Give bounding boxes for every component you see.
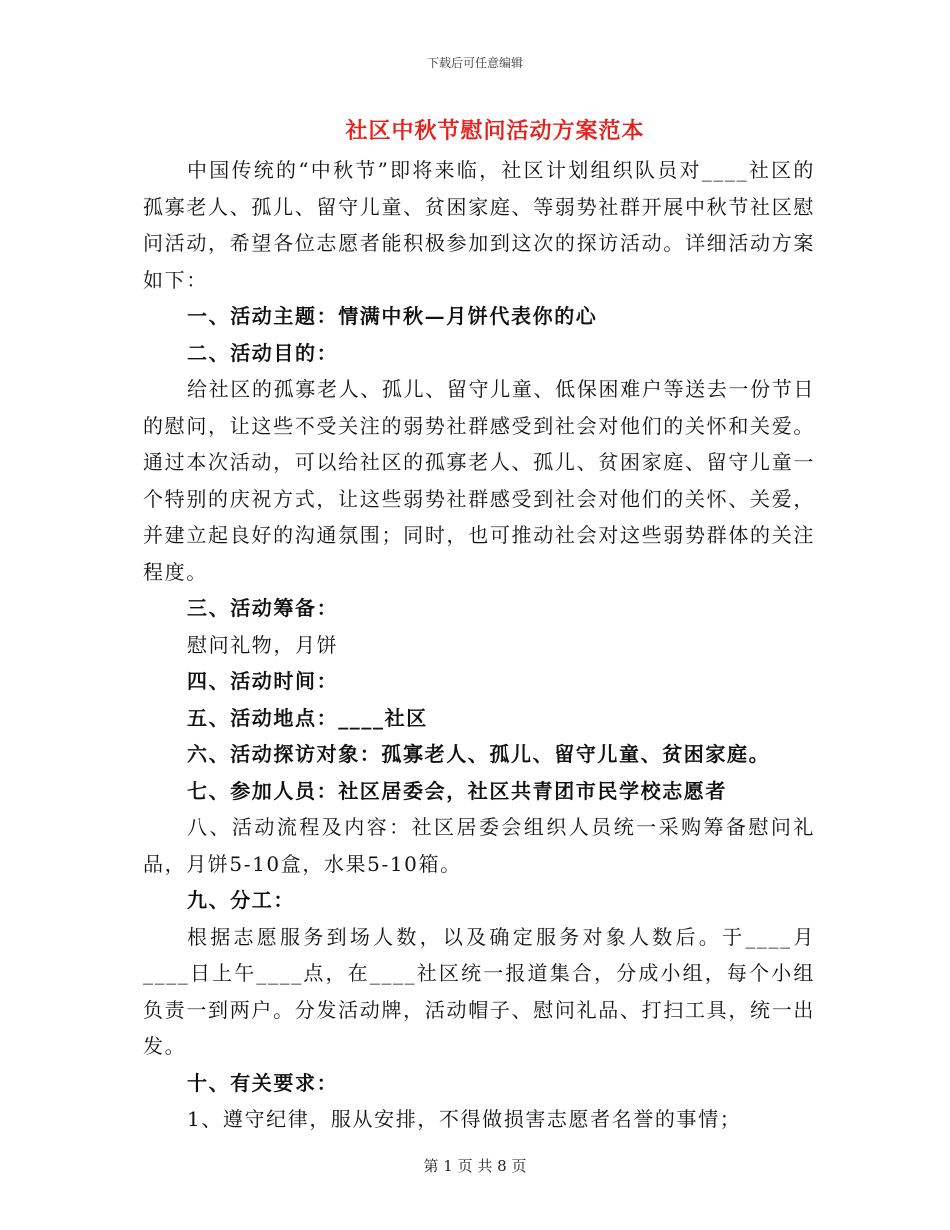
section-targets-heading: 六、活动探访对象：孤寡老人、孤儿、留守儿童、贫困家庭。 [187,742,771,766]
intro-paragraph: 中国传统的“中秋节”即将来临，社区计划组织队员对____社区的孤寡老人、孤儿、留守儿童、贫困家庭、等弱势社群开展中秋节社区慰问活动，希望各位志愿者能积极参加到这次的探访活动。详细活动方案如下： [143,158,815,292]
requirement-item-1: 1、遵守纪律，服从安排，不得做损害志愿者名誉的事情； [187,1107,742,1131]
section-purpose-text: 给社区的孤寡老人、孤儿、留守儿童、低保困难户等送去一份节日的慰问，让这些不受关注的弱势社群感受到社会对他们的关怀和关爱。通过本次活动，可以给社区的孤寡老人、孤儿、贫困家庭、留守儿童一个特别的庆祝方式，让这些弱势社群感受到社会对他们的关怀、关爱，并建立起良好的沟通氛围；同时，也可推动社会对这些弱势群体的关注程度。 [143,377,815,584]
section-purpose-heading: 二、活动目的： [187,340,339,365]
header-note: 下载后可任意编辑 [426,56,523,70]
section-participants-heading: 七、参加人员：社区居委会，社区共青团市民学校志愿者 [187,778,727,803]
section-division-heading: 九、分工： [187,888,295,912]
section-place-heading: 五、活动地点：____社区 [187,705,428,730]
document-title: 社区中秋节慰问活动方案范本 [345,118,645,144]
section-requirements-heading: 十、有关要求： [187,1070,339,1095]
section-time-heading: 四、活动时间： [187,669,339,693]
document-body [143,152,815,1138]
section-process-text: 八、活动流程及内容：社区居委会组织人员统一采购筹备慰问礼品，月饼5-10盒，水果5-10箱。 [143,815,815,876]
section-theme: 一、活动主题：情满中秋—月饼代表你的心 [187,304,598,328]
page-number: 第 1 页 共 8 页 [423,1157,527,1175]
section-division-text: 根据志愿服务到场人数，以及确定服务对象人数后。于____月____日上午____点，在____社区统一报道集合，分成小组，每个小组负责一到两户。分发活动牌，活动帽子、慰问礼品、打扫工具，统一出发。 [143,924,815,1058]
section-prep-text: 慰问礼物，月饼 [187,632,339,657]
section-prep-heading: 三、活动筹备： [187,596,339,620]
